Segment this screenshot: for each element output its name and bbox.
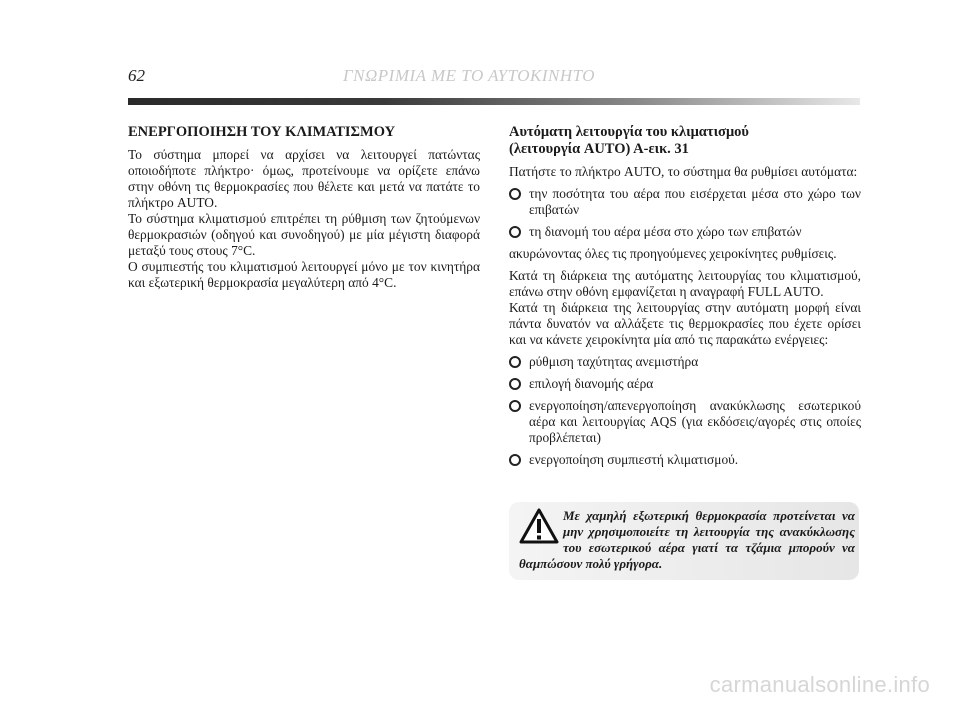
bullet-icon xyxy=(509,356,521,368)
list-item-text: την ποσότητα του αέρα που εισέρχεται μέσα στο χώρο των επιβατών xyxy=(529,186,861,217)
watermark: carmanualsonline.info xyxy=(709,672,930,697)
list-item-text: τη διανομή του αέρα μέσα στο χώρο των επιβατών xyxy=(529,224,802,239)
section-heading: ΕΝΕΡΓΟΠΟΙΗΣΗ ΤΟΥ ΚΛΙΜΑΤΙΣΜΟΥ xyxy=(128,124,396,140)
running-header-title: ΓΝΩΡΙΜΙΑ ΜΕ ΤΟ ΑΥΤΟΚΙΝΗΤΟ xyxy=(343,66,596,85)
warning-text: Με χαμηλή εξωτερική θερμοκρασία προτείνεται να μην χρησιμοποιείτε τη λειτουργία της ανακύκλωσης του εσωτερικού αέρα γιατί τα τζάμια μπορούν να θαμπώσουν πολύ γρήγορα. xyxy=(519,508,855,571)
manual-list xyxy=(509,354,861,468)
paragraph: Το σύστημα κλιματισμού επιτρέπει τη ρύθμιση των ζητούμενων θερμοκρασιών (οδηγού και συνοδηγού) με μία μέγιστη διαφορά μεταξύ τους στους 7°C. xyxy=(128,211,480,258)
bullet-icon xyxy=(509,378,521,390)
bullet-icon xyxy=(509,226,521,238)
list-item-text: ενεργοποίηση συμπιεστή κλιματισμού. xyxy=(529,452,739,467)
list-item xyxy=(509,224,861,240)
list-item xyxy=(509,452,861,468)
bullet-icon xyxy=(509,188,521,200)
list-item-text: ρύθμιση ταχύτητας ανεμιστήρα xyxy=(529,354,699,369)
heading-line: (λειτουργία AUTO) Α-εικ. 31 xyxy=(509,141,689,157)
bullet-icon xyxy=(509,454,521,466)
auto-list xyxy=(509,186,861,240)
list-item xyxy=(509,376,861,392)
right-column xyxy=(509,124,861,474)
paragraph: Ο συμπιεστής του κλιματισμού λειτουργεί μόνο με τον κινητήρα και εξωτερική θερμοκρασία μεγαλύτερη από 4°C. xyxy=(128,259,480,290)
warning-box xyxy=(509,502,859,580)
paragraph: Το σύστημα μπορεί να αρχίσει να λειτουργεί πατώντας οποιοδήποτε πλήκτρο· όμως, προτείνουμε να ορίζετε επάνω στην οθόνη τις θερμοκρασίες που θέλετε και μετά να πατάτε το πλήκτρο AUTO. xyxy=(128,147,480,210)
list-item xyxy=(509,354,861,370)
list-item xyxy=(509,398,861,446)
paragraph: Κατά τη διάρκεια της αυτόματης λειτουργίας του κλιματισμού, επάνω στην οθόνη εμφανίζεται η αναγραφή FULL AUTO. xyxy=(509,268,861,299)
left-column xyxy=(128,124,480,297)
list-item-text: ενεργοποίηση/απενεργοποίηση ανακύκλωσης εσωτερικού αέρα και λειτουργίας AQS (για εκδόσεις/αγορές στις οποίες προβλέπεται) xyxy=(529,398,861,445)
page-number: 62 xyxy=(128,66,145,85)
list-item-text: επιλογή διανομής αέρα xyxy=(529,376,654,391)
paragraph: Κατά τη διάρκεια της λειτουργίας στην αυτόματη μορφή είναι πάντα δυνατόν να αλλάξετε τις θερμοκρασίες που έχετε ορίσει και να κάνετε χειροκίνητα μία από τις παρακάτω ενέργειες: xyxy=(509,300,861,347)
header-rule xyxy=(128,98,860,105)
subsection-heading xyxy=(509,124,861,158)
paragraph: ακυρώνοντας όλες τις προηγούμενες χειροκίνητες ρυθμίσεις. xyxy=(509,246,837,261)
bullet-icon xyxy=(509,400,521,412)
paragraph: Πατήστε το πλήκτρο AUTO, το σύστημα θα ρυθμίσει αυτόματα: xyxy=(509,164,858,179)
list-item xyxy=(509,186,861,218)
heading-line: Αυτόματη λειτουργία του κλιματισμού xyxy=(509,124,749,140)
